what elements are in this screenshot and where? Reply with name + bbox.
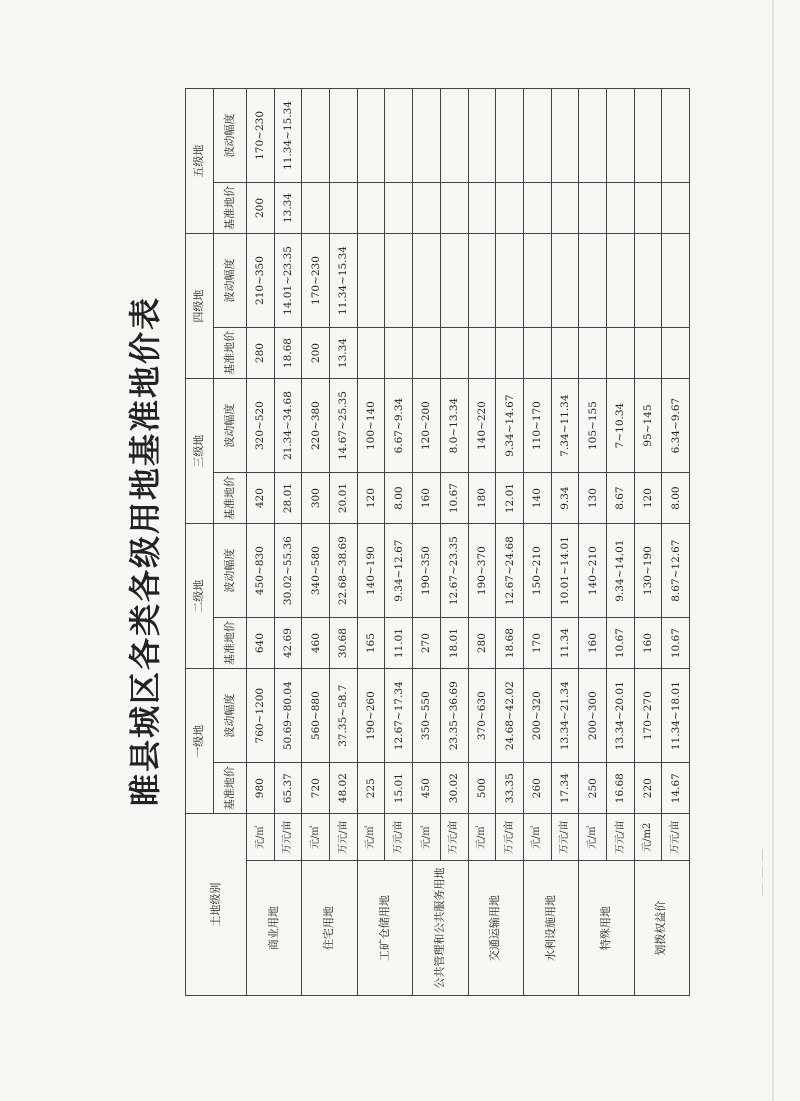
price-range-cell: 8.67~12.67 [662, 524, 690, 618]
base-price-cell: 640 [247, 618, 275, 669]
price-range-cell [385, 89, 413, 183]
price-range-cell: 140~220 [468, 379, 496, 473]
price-range-cell: 200~300 [579, 669, 607, 763]
base-price-cell [662, 327, 690, 378]
base-price-cell: 10.67 [606, 618, 634, 669]
table-row [634, 89, 662, 996]
price-range-cell [357, 89, 385, 183]
base-price-cell: 13.34 [330, 327, 358, 378]
base-price-cell: 200 [247, 182, 275, 233]
base-price-cell: 420 [247, 472, 275, 523]
price-range-cell: 11.34~18.01 [662, 669, 690, 763]
price-range-cell: 320~520 [247, 379, 275, 473]
range-header: 波动幅度 [214, 89, 247, 183]
price-range-cell [634, 234, 662, 328]
price-range-cell: 30.02~55.36 [274, 524, 302, 618]
price-range-cell [551, 234, 579, 328]
price-range-cell: 22.68~38.69 [330, 524, 358, 618]
unit-label: 万元/亩 [330, 814, 358, 861]
price-range-cell: 13.34~20.01 [606, 669, 634, 763]
price-range-cell: 6.67~9.34 [385, 379, 413, 473]
base-price-cell: 9.34 [551, 472, 579, 523]
base-price-cell: 280 [468, 618, 496, 669]
price-range-cell: 210~350 [247, 234, 275, 328]
unit-label: 万元/亩 [662, 814, 690, 861]
price-range-cell [579, 89, 607, 183]
base-price-cell: 300 [302, 472, 330, 523]
price-range-cell: 140~210 [579, 524, 607, 618]
base-price-cell [523, 327, 551, 378]
price-range-cell: 350~550 [413, 669, 441, 763]
price-range-cell: 170~230 [302, 234, 330, 328]
unit-label: 万元/亩 [606, 814, 634, 861]
land-use-category: 水利设施用地 [523, 861, 578, 996]
table-row [357, 89, 385, 996]
base-price-cell [468, 182, 496, 233]
base-price-cell: 20.01 [330, 472, 358, 523]
base-price-cell [330, 182, 358, 233]
price-range-cell: 23.35~36.69 [440, 669, 468, 763]
price-range-cell: 24.68~42.02 [496, 669, 524, 763]
table-row [247, 89, 275, 996]
price-range-cell: 95~145 [634, 379, 662, 473]
grade-header-row [186, 89, 214, 996]
unit-label: 元/㎡ [468, 814, 496, 861]
unit-label: 万元/亩 [385, 814, 413, 861]
price-range-cell: 7.34~11.34 [551, 379, 579, 473]
base-price-cell: 220 [634, 763, 662, 814]
price-range-cell: 13.34~21.34 [551, 669, 579, 763]
price-range-cell: 170~230 [247, 89, 275, 183]
base-price-cell [551, 182, 579, 233]
unit-label: 万元/亩 [274, 814, 302, 861]
base-price-cell [662, 182, 690, 233]
price-range-cell [440, 234, 468, 328]
unit-label: 元/㎡ [357, 814, 385, 861]
price-range-cell: 9.34~12.67 [385, 524, 413, 618]
base-price-cell: 30.68 [330, 618, 358, 669]
base-price-cell [357, 327, 385, 378]
base-price-cell: 13.34 [274, 182, 302, 233]
price-range-cell: 8.0~13.34 [440, 379, 468, 473]
price-range-cell: 760~1200 [247, 669, 275, 763]
land-grade-header: 土地级别 [186, 814, 247, 996]
base-price-cell: 225 [357, 763, 385, 814]
price-range-cell: 170~270 [634, 669, 662, 763]
price-range-cell: 450~830 [247, 524, 275, 618]
land-use-category: 住宅用地 [302, 861, 357, 996]
base-price-cell [468, 327, 496, 378]
price-range-cell: 200~320 [523, 669, 551, 763]
base-price-cell [413, 182, 441, 233]
price-range-cell: 100~140 [357, 379, 385, 473]
price-range-cell [413, 234, 441, 328]
table-row [551, 89, 579, 996]
base-price-cell: 18.68 [496, 618, 524, 669]
base-price-cell: 200 [302, 327, 330, 378]
price-range-cell [606, 234, 634, 328]
price-range-cell: 11.34~15.34 [330, 234, 358, 328]
price-range-cell: 21.34~34.68 [274, 379, 302, 473]
price-range-cell [385, 234, 413, 328]
table-row [413, 89, 441, 996]
base-price-cell [551, 327, 579, 378]
base-price-cell: 130 [579, 472, 607, 523]
base-price-cell: 250 [579, 763, 607, 814]
price-range-cell: 9.34~14.01 [606, 524, 634, 618]
unit-label: 万元/亩 [551, 814, 579, 861]
base-price-cell [413, 327, 441, 378]
price-range-cell: 220~380 [302, 379, 330, 473]
land-use-category: 商业用地 [247, 861, 302, 996]
table-row [330, 89, 358, 996]
price-range-cell [523, 89, 551, 183]
base-price-cell [385, 182, 413, 233]
base-price-cell: 30.02 [440, 763, 468, 814]
table-row [662, 89, 690, 996]
base-price-cell: 160 [413, 472, 441, 523]
base-price-cell: 28.01 [274, 472, 302, 523]
price-range-cell [330, 89, 358, 183]
base-price-cell: 170 [523, 618, 551, 669]
base-price-cell: 120 [357, 472, 385, 523]
base-price-cell [579, 182, 607, 233]
unit-label: 元/m2 [634, 814, 662, 861]
grade-header: 一级地 [186, 669, 214, 814]
base-price-header: 基准地价 [214, 182, 247, 233]
price-range-cell: 120~200 [413, 379, 441, 473]
price-range-cell: 190~370 [468, 524, 496, 618]
table-row [440, 89, 468, 996]
base-price-cell: 65.37 [274, 763, 302, 814]
price-range-cell: 110~170 [523, 379, 551, 473]
base-price-cell: 17.34 [551, 763, 579, 814]
base-price-cell [606, 327, 634, 378]
price-range-cell [662, 89, 690, 183]
price-range-cell [496, 234, 524, 328]
grade-header: 四级地 [186, 234, 214, 379]
price-range-cell: 10.01~14.01 [551, 524, 579, 618]
base-price-cell: 165 [357, 618, 385, 669]
page-title: 睢县城区各类各级用地基准地价表 [126, 296, 164, 807]
base-price-cell [496, 182, 524, 233]
unit-label: 元/㎡ [413, 814, 441, 861]
base-price-cell [496, 327, 524, 378]
base-price-cell [579, 327, 607, 378]
price-range-cell: 9.34~14.67 [496, 379, 524, 473]
table-body [247, 89, 690, 996]
base-price-header: 基准地价 [214, 763, 247, 814]
price-range-cell [662, 234, 690, 328]
base-price-cell: 33.35 [496, 763, 524, 814]
price-range-cell: 50.69~80.04 [274, 669, 302, 763]
price-range-cell [468, 234, 496, 328]
base-price-cell: 12.01 [496, 472, 524, 523]
land-use-category: 交通运输用地 [468, 861, 523, 996]
base-price-cell: 10.67 [662, 618, 690, 669]
price-range-cell: 370~630 [468, 669, 496, 763]
price-range-cell [579, 234, 607, 328]
base-price-cell [385, 327, 413, 378]
range-header: 波动幅度 [214, 524, 247, 618]
table-row [606, 89, 634, 996]
grade-header: 三级地 [186, 379, 214, 524]
base-price-cell: 720 [302, 763, 330, 814]
base-price-cell: 48.02 [330, 763, 358, 814]
base-price-cell: 280 [247, 327, 275, 378]
base-price-cell: 16.68 [606, 763, 634, 814]
base-price-cell [440, 182, 468, 233]
base-price-header: 基准地价 [214, 327, 247, 378]
price-range-cell [523, 234, 551, 328]
unit-label: 万元/亩 [440, 814, 468, 861]
grade-header: 五级地 [186, 89, 214, 234]
base-price-cell: 15.01 [385, 763, 413, 814]
base-price-cell: 8.00 [662, 472, 690, 523]
land-use-category: 工矿仓储用地 [357, 861, 412, 996]
price-range-cell [413, 89, 441, 183]
base-price-cell [357, 182, 385, 233]
price-range-cell: 6.34~9.67 [662, 379, 690, 473]
range-header: 波动幅度 [214, 234, 247, 328]
base-price-cell [606, 182, 634, 233]
grade-header: 二级地 [186, 524, 214, 669]
base-price-cell: 980 [247, 763, 275, 814]
price-range-cell: 150~210 [523, 524, 551, 618]
range-header: 波动幅度 [214, 379, 247, 473]
base-price-cell [440, 327, 468, 378]
land-price-table [185, 88, 690, 996]
price-range-cell: 11.34~15.34 [274, 89, 302, 183]
price-range-cell: 130~190 [634, 524, 662, 618]
price-range-cell [302, 89, 330, 183]
land-use-category: 划拨权益价 [634, 861, 689, 996]
base-price-cell: 14.67 [662, 763, 690, 814]
price-range-cell: 340~580 [302, 524, 330, 618]
price-range-cell: 105~155 [579, 379, 607, 473]
unit-label: 万元/亩 [496, 814, 524, 861]
base-price-cell: 18.68 [274, 327, 302, 378]
price-range-cell: 37.35~58.7 [330, 669, 358, 763]
base-price-cell: 140 [523, 472, 551, 523]
price-range-cell: 14.01~23.35 [274, 234, 302, 328]
base-price-cell: 160 [579, 618, 607, 669]
price-range-cell [357, 234, 385, 328]
base-price-cell: 500 [468, 763, 496, 814]
unit-label: 元/㎡ [579, 814, 607, 861]
price-range-cell: 190~350 [413, 524, 441, 618]
table-row [579, 89, 607, 996]
price-range-cell: 12.67~24.68 [496, 524, 524, 618]
price-range-cell: 140~190 [357, 524, 385, 618]
base-price-cell: 160 [634, 618, 662, 669]
base-price-cell: 11.34 [551, 618, 579, 669]
price-range-cell: 14.67~25.35 [330, 379, 358, 473]
price-range-cell [606, 89, 634, 183]
base-price-cell [634, 182, 662, 233]
table-row [302, 89, 330, 996]
bleed-through-text: — — — [755, 848, 770, 896]
base-price-cell: 260 [523, 763, 551, 814]
price-range-cell: 190~260 [357, 669, 385, 763]
base-price-cell: 18.01 [440, 618, 468, 669]
base-price-cell: 11.01 [385, 618, 413, 669]
price-range-cell [496, 89, 524, 183]
price-range-cell [551, 89, 579, 183]
base-price-cell: 10.67 [440, 472, 468, 523]
base-price-header: 基准地价 [214, 472, 247, 523]
unit-label: 元/㎡ [302, 814, 330, 861]
base-price-cell [634, 327, 662, 378]
base-price-cell: 460 [302, 618, 330, 669]
base-price-cell: 450 [413, 763, 441, 814]
price-range-cell [440, 89, 468, 183]
land-use-category: 特殊用地 [579, 861, 634, 996]
price-range-cell [634, 89, 662, 183]
unit-label: 元/㎡ [247, 814, 275, 861]
price-range-cell: 12.67~17.34 [385, 669, 413, 763]
table-row [385, 89, 413, 996]
base-price-cell: 120 [634, 472, 662, 523]
base-price-cell: 42.69 [274, 618, 302, 669]
base-price-cell: 270 [413, 618, 441, 669]
table-row [274, 89, 302, 996]
base-price-cell: 180 [468, 472, 496, 523]
price-range-cell: 7~10.34 [606, 379, 634, 473]
base-price-cell [302, 182, 330, 233]
unit-label: 元/㎡ [523, 814, 551, 861]
base-price-header: 基准地价 [214, 618, 247, 669]
range-header: 波动幅度 [214, 669, 247, 763]
price-range-cell: 12.67~23.35 [440, 524, 468, 618]
base-price-cell: 8.00 [385, 472, 413, 523]
base-price-cell: 8.67 [606, 472, 634, 523]
land-use-category: 公共管理和公共服务用地 [413, 861, 468, 996]
table-row [496, 89, 524, 996]
table-row [468, 89, 496, 996]
table-row [523, 89, 551, 996]
base-price-cell [523, 182, 551, 233]
price-range-cell: 560~880 [302, 669, 330, 763]
price-range-cell [468, 89, 496, 183]
